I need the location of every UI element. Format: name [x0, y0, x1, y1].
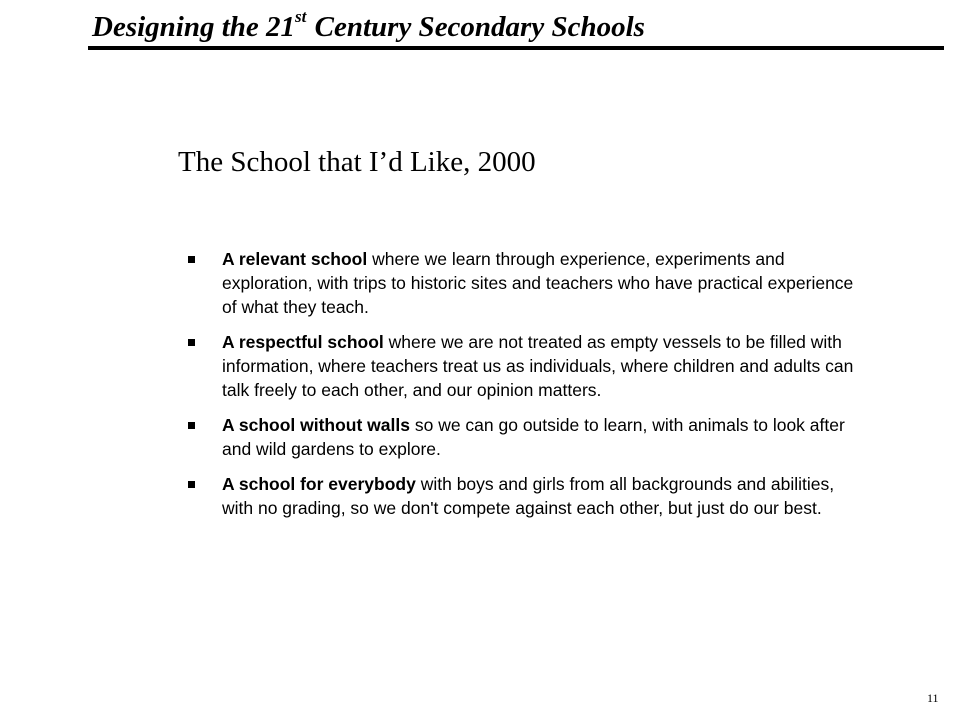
header-divider [88, 46, 944, 50]
bullet-lead: A respectful school [222, 332, 384, 352]
square-bullet-icon [188, 422, 195, 429]
square-bullet-icon [188, 256, 195, 263]
header-title-main: Designing the 21 [92, 11, 296, 43]
bullet-text: with boys and girls from all backgrounds and abilities, with no grading, so we don't compete against each other, but just do our best. [222, 474, 835, 518]
header-title [92, 8, 645, 46]
bullet-lead: A school for everybody [222, 474, 416, 494]
bullet-item [186, 472, 856, 520]
square-bullet-icon [188, 339, 195, 346]
bullet-text: where we are not treated as empty vessels to be filled with information, where teachers treat us as individuals, where children and adults can talk freely to each other, and our opinion matters. [222, 332, 854, 400]
square-bullet-icon [188, 481, 195, 488]
bullet-text: where we learn through experience, experiments and exploration, with trips to historic sites and teachers who have practical experience of what they teach. [222, 249, 854, 317]
header-title-rest: Century Secondary Schools [307, 11, 645, 43]
bullet-text: so we can go outside to learn, with animals to look after and wild gardens to explore. [222, 415, 845, 459]
bullet-item [186, 330, 856, 402]
slide-subtitle: The School that I’d Like, 2000 [178, 146, 536, 178]
bullet-item [186, 247, 856, 319]
bullet-list [186, 247, 856, 531]
header-title-superscript: st [295, 7, 307, 27]
bullet-lead: A relevant school [222, 249, 368, 269]
page-number: 11 [927, 691, 939, 705]
bullet-lead: A school without walls [222, 415, 410, 435]
bullet-item [186, 413, 856, 461]
